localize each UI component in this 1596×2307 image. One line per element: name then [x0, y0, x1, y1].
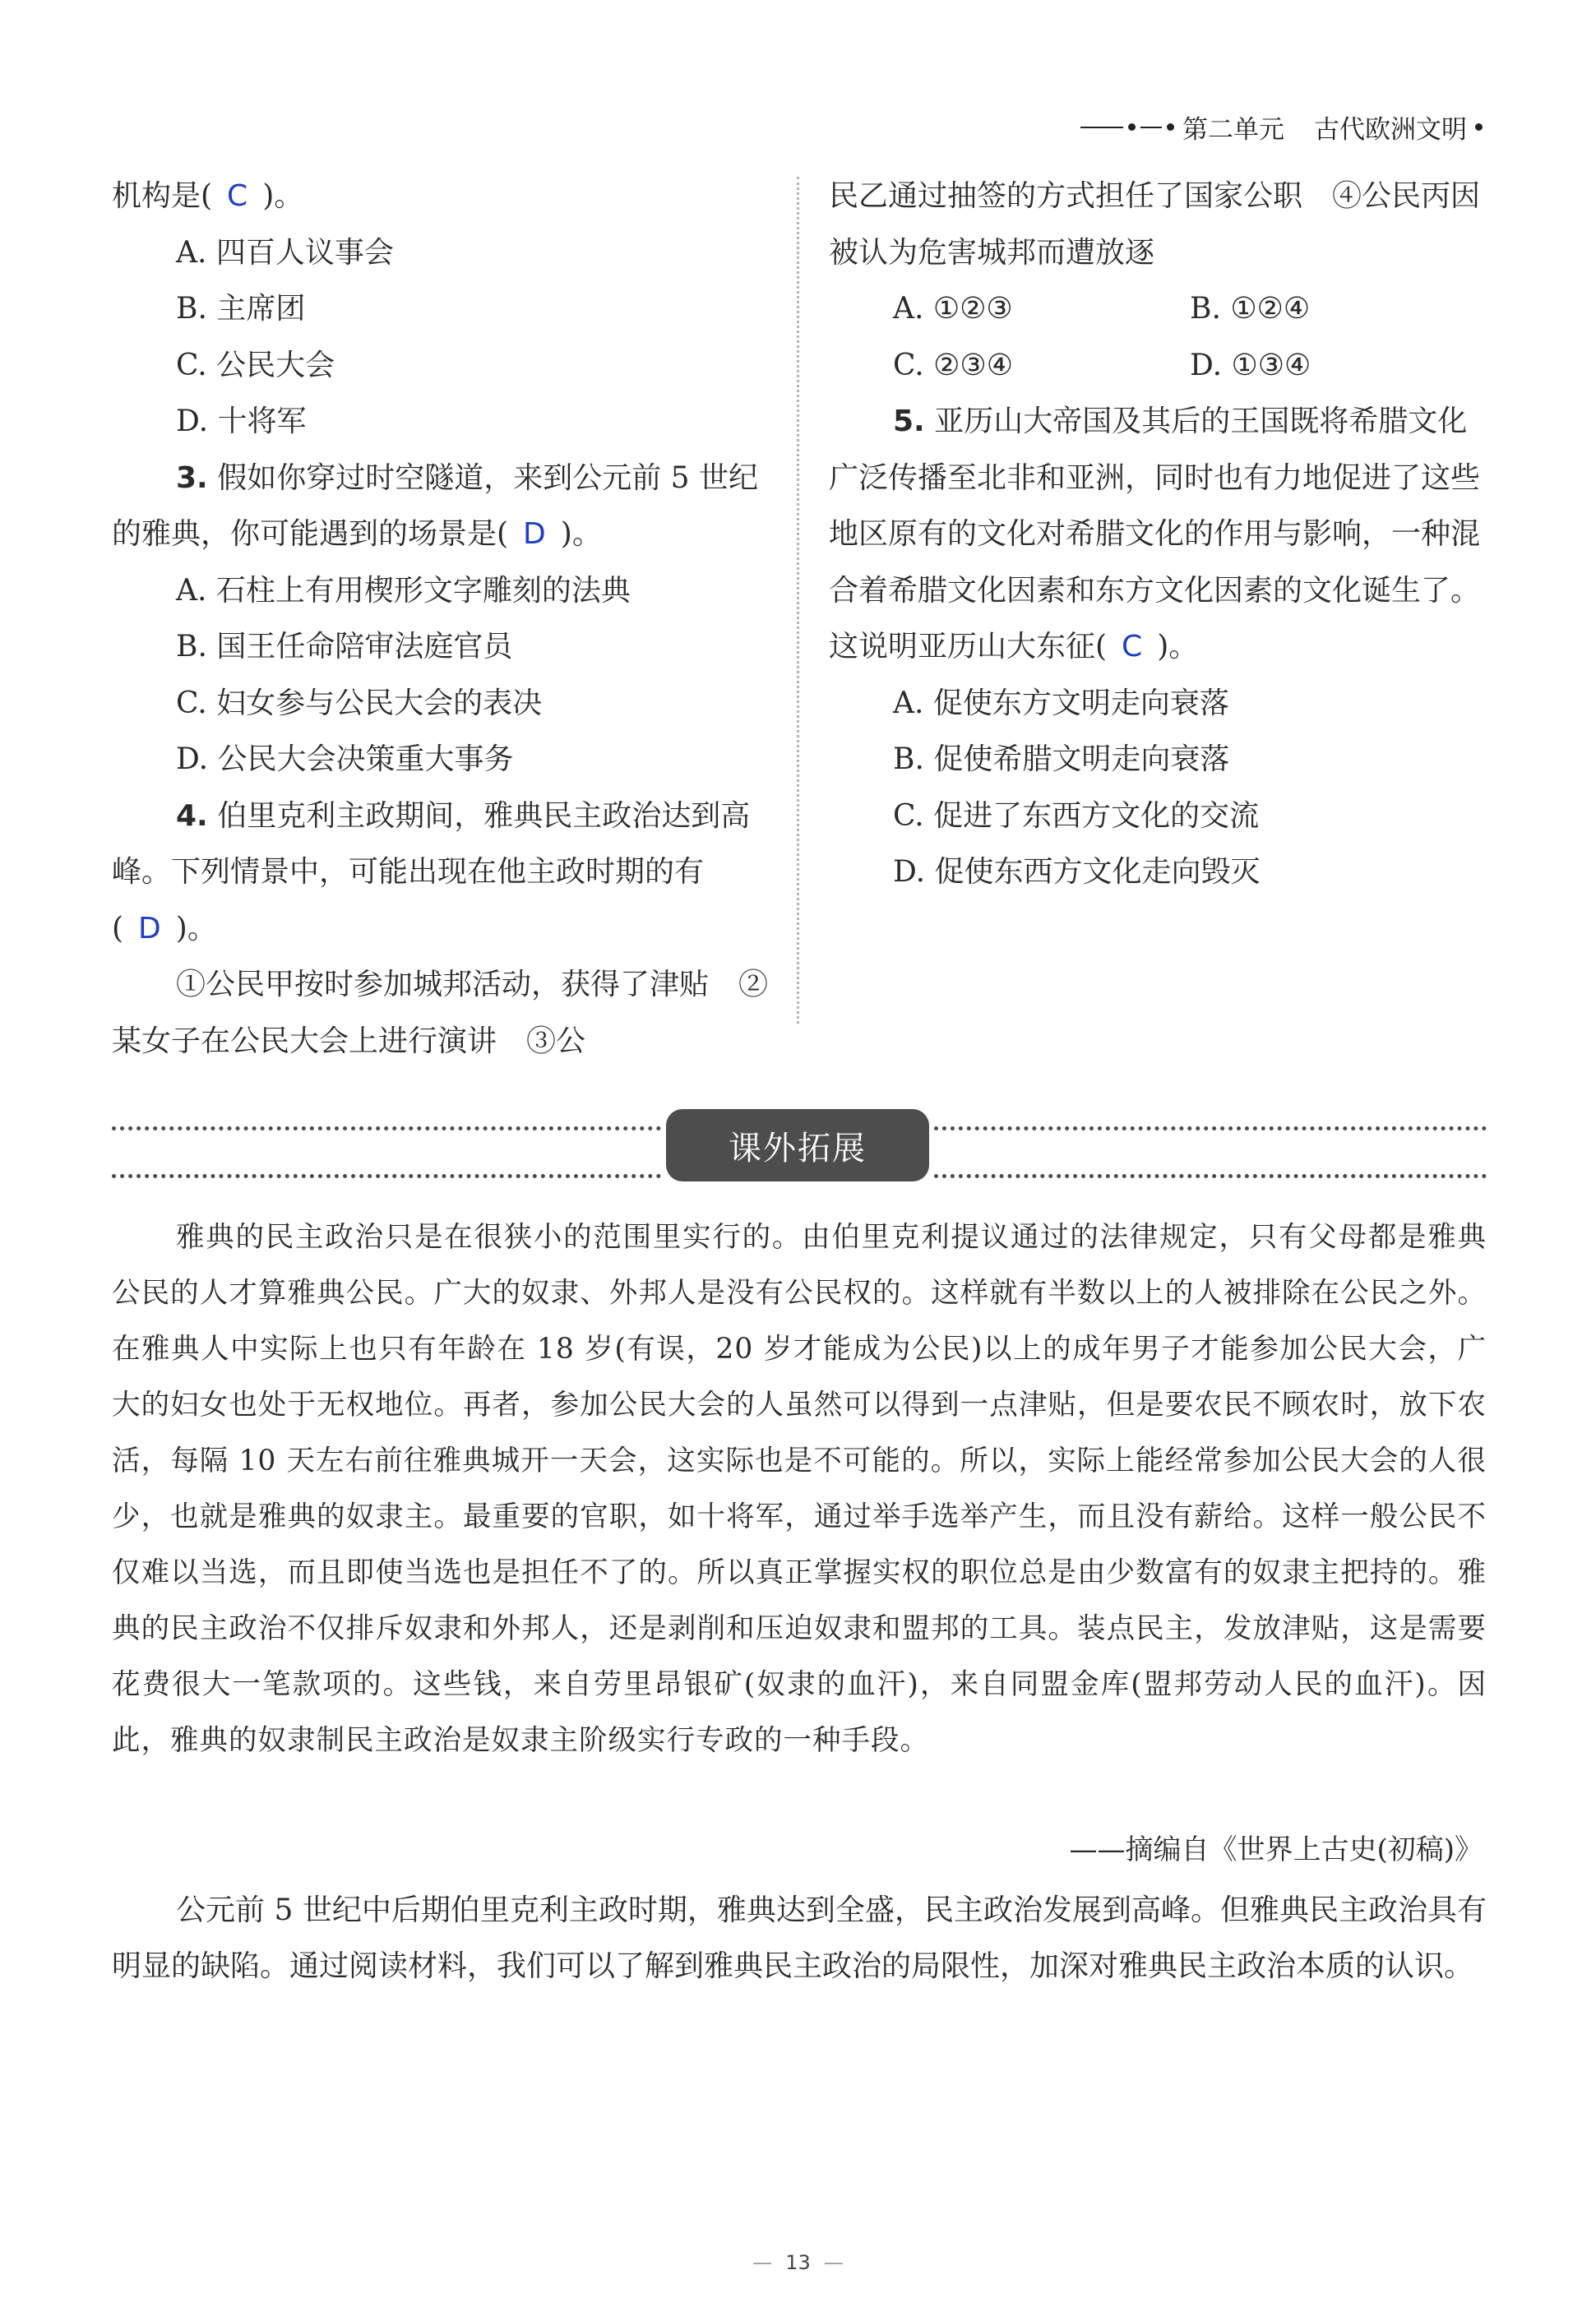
- header-decoration-icon: [1080, 123, 1174, 131]
- q4-items-end: 民乙通过抽签的方式担任了国家公职 ④公民丙因被认为危害城邦而遭放逐: [829, 179, 1481, 270]
- section-divider-top-right: [934, 1126, 1487, 1130]
- left-column: [112, 169, 770, 1070]
- section-divider-bottom-right: [934, 1174, 1487, 1178]
- q3-option: B. 国王任命陪审法庭官员: [176, 630, 513, 663]
- q3-option: A. 石柱上有用楔形文字雕刻的法典: [176, 573, 631, 608]
- q2-option: C. 公民大会: [176, 348, 335, 382]
- q4-option: B. ①②④: [1190, 292, 1311, 326]
- q3-option: C. 妇女参与公民大会的表决: [176, 686, 543, 720]
- q4-answer: D: [138, 911, 161, 945]
- q4-number: 4.: [176, 798, 208, 833]
- q2-stem-tail: 机构是( C )。: [112, 179, 304, 213]
- q4-options-row-2: [829, 338, 1487, 395]
- q4-stem: 4. 伯里克利主政期间，雅典民主政治达到高峰。下列情景中，可能出现在他主政时期的有( D )。: [112, 798, 751, 945]
- page-header: [1080, 109, 1483, 146]
- q5-stem: 5. 亚历山大帝国及其后的王国既将希腊文化广泛传播至北非和亚洲，同时也有力地促进了这些地区原有的文化对希腊文化的作用与影响，一种混合着希腊文化因素和东方文化因素的文化诞生了。这说明亚历山大东征( C )。: [829, 405, 1481, 663]
- header-dot-icon: [1475, 123, 1483, 131]
- page-number: — 13 —: [752, 2251, 844, 2274]
- header-unit: 第二单元: [1182, 115, 1284, 145]
- q4-option: A. ①②③: [893, 292, 1013, 326]
- section-summary: 公元前 5 世纪中后期伯里克利主政时期，雅典达到全盛，民主政治发展到高峰。但雅典民主政治具有明显的缺陷。通过阅读材料，我们可以了解到雅典民主政治的局限性，加深对雅典民主政治本质的认识。: [112, 1893, 1487, 1983]
- reading-source: ——摘编自《世界上古史(初稿)》: [1069, 1833, 1483, 1866]
- q4-options-row-1: [829, 281, 1487, 338]
- q4-items-start: ①公民甲按时参加城邦活动，获得了津贴 ②某女子在公民大会上进行演讲 ③公: [112, 968, 769, 1058]
- reading-passage: 雅典的民主政治只是在很狭小的范围里实行的。由伯里克利提议通过的法律规定，只有父母都是雅典公民的人才算雅典公民。广大的奴隶、外邦人是没有公民权的。这样就有半数以上的人被排除在公民之外。在雅典人中实际上也只有年龄在 18 岁(有误，20 岁才能成为公民)以上的成年男子才能参加公民大会，广大的妇女也处于无权地位。再者，参加公民大会的人虽然可以得到一点津贴，但是要农民不顾农时，放下农活，每隔 10 天左右前往雅典城开一天会，这实际也是不可能的。所以，实际上能经常参加公民大会的人很少，也就是雅典的奴隶主。最重要的官职，如十将军，通过举手选举产生，而且没有薪给。这样一般公民不仅难以当选，而且即使当选也是担任不了的。所以真正掌握实权的职位总是由少数富有的奴隶主把持的。雅典的民主政治不仅排斥奴隶和外邦人，还是剥削和压迫奴隶和盟邦的工具。装点民主，发放津贴，这是需要花费很大一笔款项的。这些钱，来自劳里昂银矿(奴隶的血汗)，来自同盟金库(盟邦劳动人民的血汗)。因此，雅典的奴隶制民主政治是奴隶主阶级实行专政的一种手段。: [112, 1221, 1487, 1757]
- q5-number: 5.: [893, 405, 925, 438]
- q5-option: C. 促进了东西方文化的交流: [893, 798, 1260, 833]
- q2-option: D. 十将军: [176, 405, 307, 438]
- q3-option: D. 公民大会决策重大事务: [176, 742, 514, 776]
- section-title: 课外拓展: [666, 1109, 929, 1181]
- section-divider-top-left: [112, 1126, 661, 1130]
- q4-option: D. ①③④: [1190, 348, 1311, 382]
- column-divider: [797, 177, 799, 1024]
- q5-answer: C: [1122, 630, 1143, 663]
- q2-option: A. 四百人议事会: [176, 235, 394, 270]
- section-divider-bottom-left: [112, 1174, 661, 1178]
- q2-answer: C: [227, 179, 248, 213]
- q2-option: B. 主席团: [176, 292, 306, 326]
- q5-option: A. 促使东方文明走向衰落: [893, 686, 1229, 720]
- header-title: 古代欧洲文明: [1314, 115, 1467, 145]
- q3-answer: D: [523, 517, 546, 551]
- right-column: [829, 169, 1487, 901]
- q4-option: C. ②③④: [893, 348, 1013, 382]
- q3-number: 3.: [176, 460, 208, 495]
- q3-stem: 3. 假如你穿过时空隧道，来到公元前 5 世纪的雅典，你可能遇到的场景是( D )。: [112, 460, 758, 551]
- q5-option: D. 促使东西方文化走向毁灭: [893, 855, 1261, 889]
- q5-option: B. 促使希腊文明走向衰落: [893, 742, 1230, 776]
